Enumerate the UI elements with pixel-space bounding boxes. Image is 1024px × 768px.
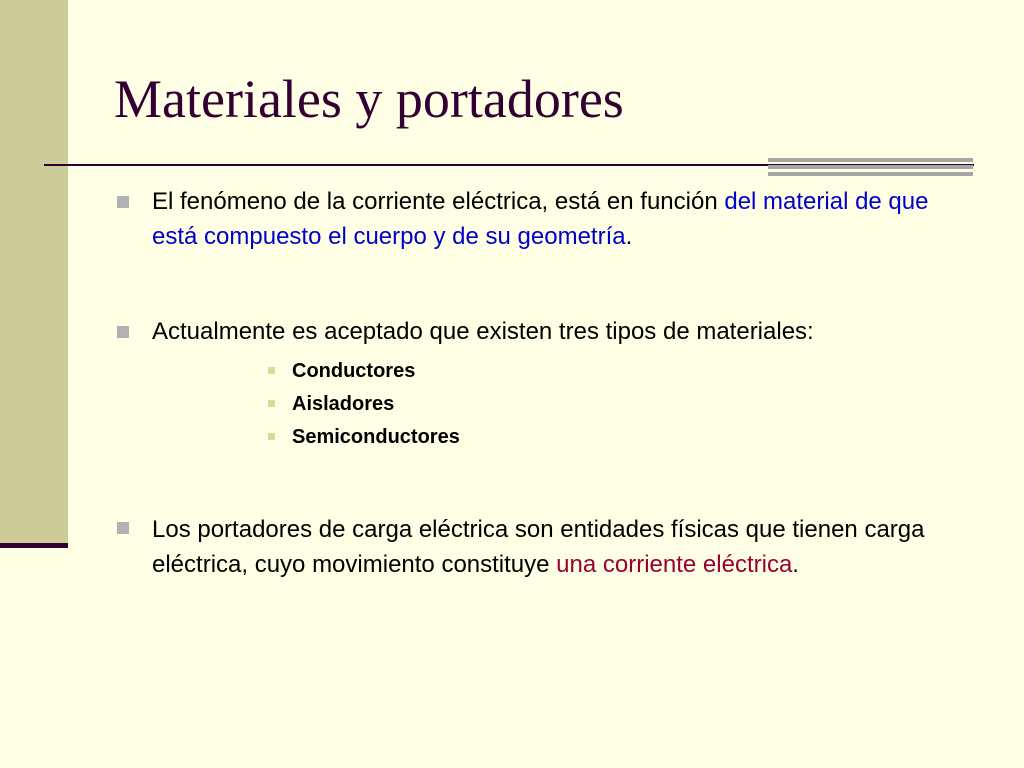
- side-decoration-cap: [0, 543, 68, 548]
- sub-bullet-square-icon: [268, 400, 275, 407]
- bullet-3-text: Los portadores de carga eléctrica son entidades físicas que tienen carga eléctrica, cuyo movimiento constituye: [152, 516, 925, 578]
- bullet-1-end: .: [625, 223, 633, 250]
- bullet-square-icon: [117, 196, 129, 208]
- bullet-square-icon: [117, 326, 129, 338]
- sub-item-aisladores: Aisladores: [292, 393, 395, 415]
- sub-bullet-square-icon: [268, 367, 275, 374]
- divider-accent-stripes: [768, 158, 973, 179]
- bullet-3-end: .: [792, 551, 799, 578]
- side-decoration-bar: [0, 0, 68, 544]
- bullet-square-icon: [117, 522, 129, 534]
- sub-item-conductores: Conductores: [292, 360, 416, 382]
- bullet-3-highlight: una corriente eléctrica: [556, 551, 793, 578]
- bullet-1-text: El fenómeno de la corriente eléctrica, está en función: [152, 188, 725, 215]
- bullet-text-3: [152, 512, 977, 582]
- bullet-text-1: [152, 184, 942, 254]
- sub-bullet-square-icon: [268, 433, 275, 440]
- bullet-1-highlight: del material de que está compuesto el cuerpo y de su geometría: [152, 188, 929, 250]
- sub-item-semiconductores: Semiconductores: [292, 426, 460, 448]
- slide-title: Materiales y portadores: [114, 69, 624, 129]
- bullet-text-2: Actualmente es aceptado que existen tres tipos de materiales:: [152, 318, 814, 345]
